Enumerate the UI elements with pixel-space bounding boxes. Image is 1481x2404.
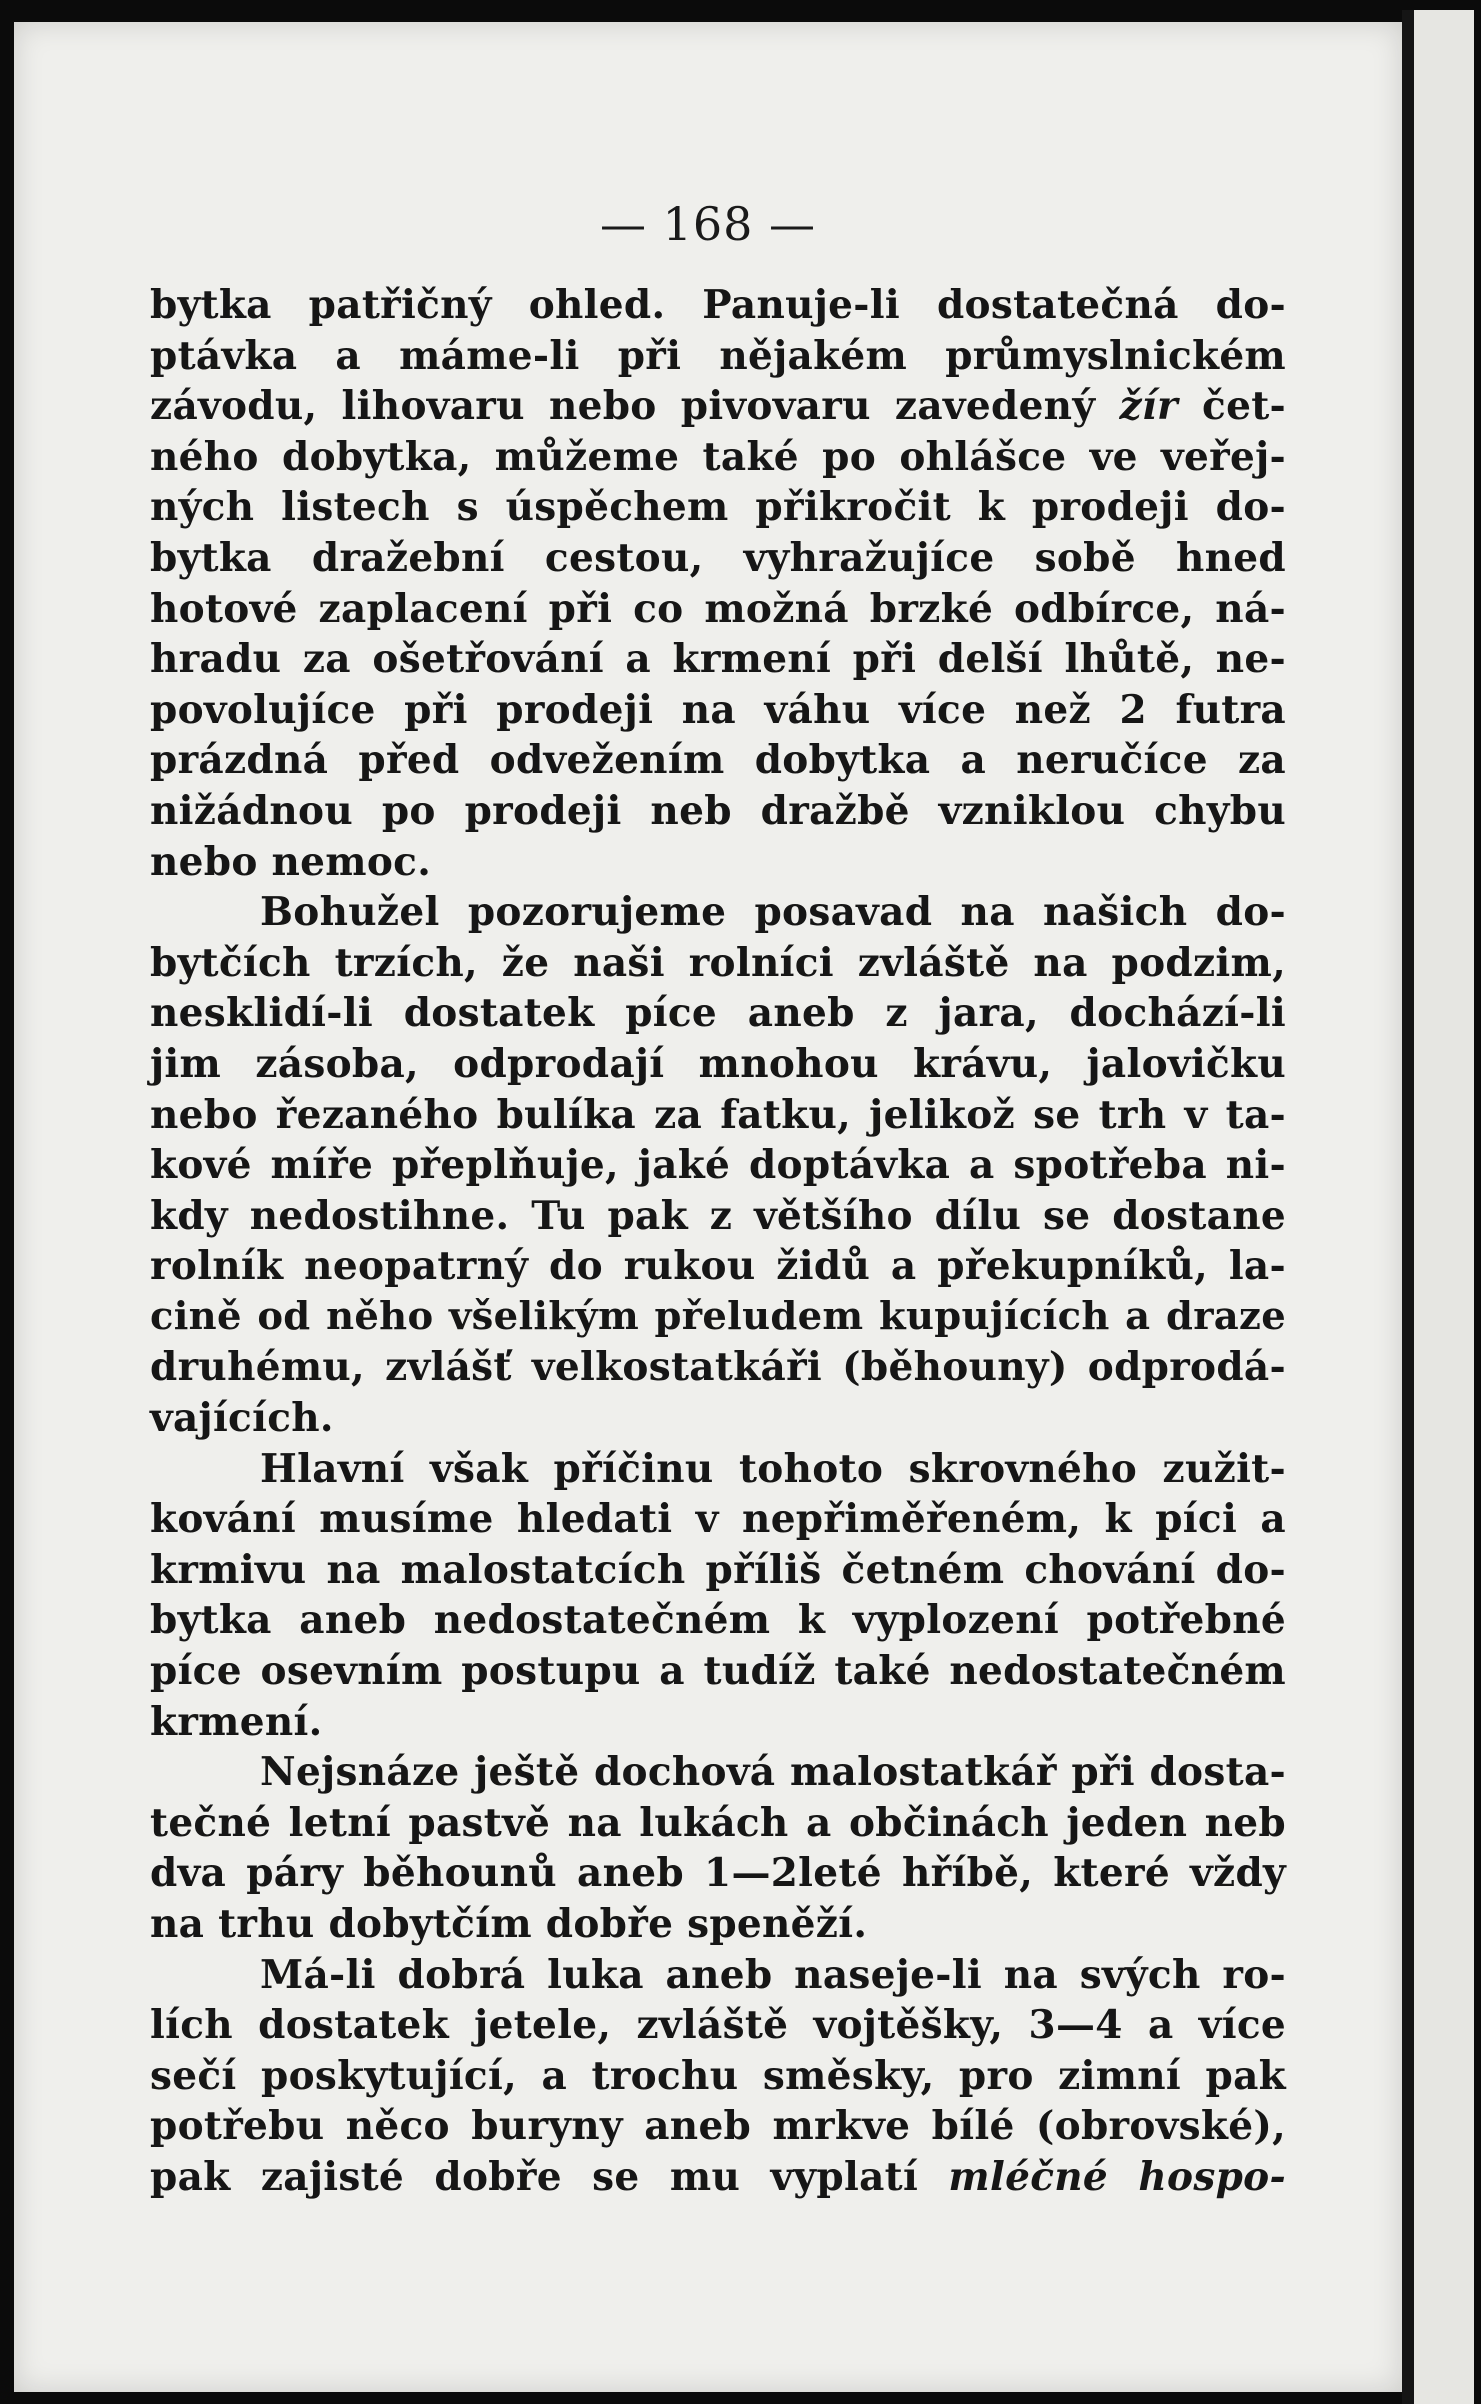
text-line-main: na trhu dobytčím dobře speněží. bbox=[150, 1901, 868, 1947]
text-line bbox=[150, 1191, 1286, 1242]
text-line bbox=[150, 381, 1286, 432]
text-line bbox=[150, 1090, 1286, 1141]
text-line bbox=[150, 280, 1286, 331]
text-line bbox=[150, 1798, 1286, 1849]
text-line-main: hotové zaplacení při co možná brzké odbírce, ná- bbox=[150, 585, 1286, 632]
text-line-tail: čet- bbox=[1177, 383, 1286, 430]
text-line-main: Bohužel pozorujeme posavad na našich do- bbox=[260, 889, 1286, 936]
text-line bbox=[150, 2051, 1286, 2102]
text-line bbox=[150, 533, 1286, 584]
text-line bbox=[150, 1848, 1286, 1899]
text-line-main: lích dostatek jetele, zvláště vojtěšky, 3—4 a více bbox=[150, 2002, 1286, 2049]
text-line-main: bytka dražební cestou, vyhražujíce sobě hned bbox=[150, 534, 1286, 581]
page-number: — 168 — bbox=[599, 197, 817, 251]
text-line-main: krmivu na malostatcích příliš četném chování do- bbox=[150, 1546, 1286, 1593]
text-line-main: Nejsnáze ještě dochová malostatkář při dosta- bbox=[260, 1749, 1286, 1796]
text-line bbox=[150, 432, 1286, 483]
text-line bbox=[150, 1646, 1286, 1697]
text-line-main: kování musíme hledati v nepřiměřeném, k píci a bbox=[150, 1496, 1286, 1543]
text-line-main: nebo nemoc. bbox=[150, 838, 432, 885]
text-line bbox=[150, 1241, 1286, 1292]
text-line-main: dva páry běhounů aneb 1—2leté hříbě, které vždy bbox=[150, 1850, 1286, 1897]
text-line-main: kdy nedostihne. Tu pak z většího dílu se dostane bbox=[150, 1192, 1286, 1239]
text-line bbox=[150, 1494, 1286, 1545]
text-line-main: bytčích trzích, že naši rolníci zvláště na podzim, bbox=[150, 939, 1286, 986]
text-line bbox=[150, 482, 1286, 533]
text-line-italic: žír bbox=[1119, 383, 1178, 430]
text-line bbox=[150, 1393, 1286, 1444]
body-text bbox=[150, 280, 1286, 2203]
text-line bbox=[150, 1039, 1286, 1090]
text-line-main: prázdná před odvežením dobytka a neručíce za bbox=[150, 737, 1286, 784]
text-line bbox=[150, 584, 1286, 635]
text-line-main: potřebu něco buryny aneb mrkve bílé (obrovské), bbox=[150, 2103, 1286, 2150]
text-line bbox=[150, 1747, 1286, 1798]
text-line-main: rolník neopatrný do rukou židů a překupníků, la- bbox=[150, 1243, 1286, 1290]
text-line-main: vajících. bbox=[150, 1395, 334, 1442]
text-line bbox=[150, 988, 1286, 1039]
text-line-main: Má-li dobrá luka aneb naseje-li na svých ro- bbox=[260, 1951, 1286, 1998]
text-line bbox=[150, 634, 1286, 685]
text-line bbox=[150, 1140, 1286, 1191]
text-line-main: ného dobytka, můžeme také po ohlášce ve veřej- bbox=[150, 433, 1286, 480]
text-line-main: kové míře přeplňuje, jaké doptávka a spotřeba ni- bbox=[150, 1142, 1286, 1189]
text-line-main: nižádnou po prodeji neb dražbě vzniklou chybu bbox=[150, 787, 1286, 834]
text-line-italic: mléčné hospo- bbox=[948, 2153, 1286, 2200]
text-line-main: krmení. bbox=[150, 1698, 323, 1745]
text-line-main: jim zásoba, odprodají mnohou krávu, jalovičku bbox=[150, 1040, 1286, 1087]
text-line-main: nebo řezaného bulíka za fatku, jelikož se trh v ta- bbox=[150, 1091, 1286, 1138]
text-line bbox=[150, 1595, 1286, 1646]
text-line-main: píce osevním postupu a tudíž také nedostatečném bbox=[150, 1648, 1286, 1695]
text-line-main: bytka patřičný ohled. Panuje-li dostatečná do- bbox=[150, 282, 1286, 328]
text-line bbox=[150, 938, 1286, 989]
text-line bbox=[150, 1342, 1286, 1393]
text-line-main: cině od něho všelikým přeludem kupujících a draze bbox=[150, 1293, 1286, 1339]
text-line-main: hradu za ošetřování a krmení při delší lhůtě, ne- bbox=[150, 636, 1286, 683]
text-line bbox=[150, 887, 1286, 938]
text-line bbox=[150, 2152, 1286, 2203]
text-line-main: bytka aneb nedostatečném k vyplození potřebné bbox=[150, 1597, 1286, 1644]
adjacent-page-edge bbox=[1414, 10, 1474, 2404]
text-line bbox=[150, 1545, 1286, 1596]
text-line-main: tečné letní pastvě na lukách a občinách jeden neb bbox=[150, 1799, 1286, 1846]
text-line-main: závodu, lihovaru nebo pivovaru zavedený bbox=[150, 383, 1120, 430]
text-line bbox=[150, 1292, 1286, 1343]
text-line bbox=[150, 685, 1286, 736]
text-line bbox=[150, 735, 1286, 786]
text-line bbox=[150, 1444, 1286, 1495]
text-line bbox=[150, 1950, 1286, 2001]
text-line bbox=[150, 786, 1286, 837]
text-line bbox=[150, 837, 1286, 888]
text-line bbox=[150, 1899, 1286, 1950]
text-line-main: sečí poskytující, a trochu směsky, pro zimní pak bbox=[150, 2052, 1286, 2099]
text-line-main: pak zajisté dobře se mu vyplatí bbox=[150, 2153, 949, 2200]
text-line bbox=[150, 1697, 1286, 1748]
text-line-main: druhému, zvlášť velkostatkáři (běhouny) odprodá- bbox=[150, 1344, 1286, 1391]
text-line-main: povolujíce při prodeji na váhu více než 2 futra bbox=[150, 686, 1286, 733]
text-line-main: ných listech s úspěchem přikročit k prodeji do- bbox=[150, 484, 1286, 531]
text-line-main: ptávka a máme-li při nějakém průmyslnickém bbox=[150, 332, 1286, 379]
text-line bbox=[150, 2101, 1286, 2152]
text-line bbox=[150, 2000, 1286, 2051]
text-line-main: nesklidí-li dostatek píce aneb z jara, dochází-li bbox=[150, 990, 1286, 1037]
book-page bbox=[14, 22, 1402, 2392]
text-line bbox=[150, 331, 1286, 382]
text-line-main: Hlavní však příčinu tohoto skrovného zužit- bbox=[260, 1445, 1286, 1492]
